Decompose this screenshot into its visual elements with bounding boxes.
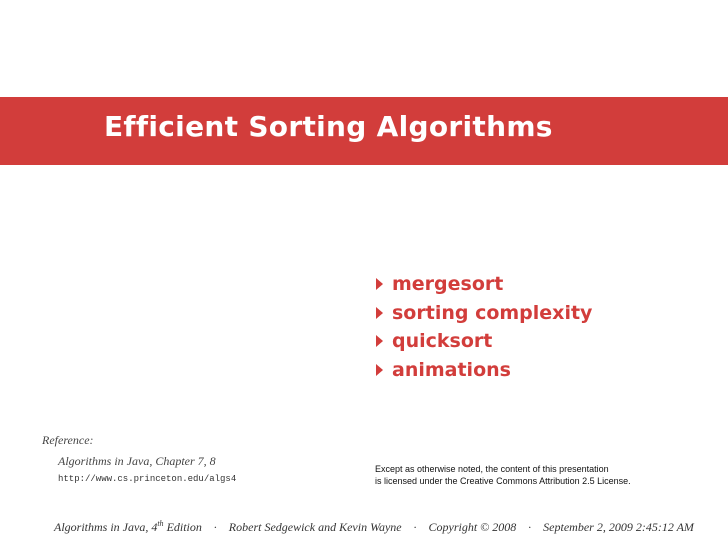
reference-book: Algorithms in Java, Chapter 7, 8 bbox=[58, 454, 216, 468]
license-line: Except as otherwise noted, the content of this presentation bbox=[375, 464, 609, 474]
reference-block bbox=[42, 433, 236, 484]
triangle-bullet-icon bbox=[376, 335, 383, 347]
topic-item bbox=[376, 299, 592, 328]
topic-item bbox=[376, 327, 592, 356]
topic-label: animations bbox=[392, 358, 511, 381]
reference-heading: Reference: bbox=[42, 433, 94, 447]
footer-authors: Robert Sedgewick and Kevin Wayne bbox=[228, 520, 402, 534]
footer-separator: · bbox=[213, 520, 218, 534]
footer-timestamp: September 2, 2009 2:45:12 AM bbox=[543, 520, 694, 534]
topic-list bbox=[376, 270, 592, 384]
reference-url[interactable]: http://www.cs.princeton.edu/algs4 bbox=[58, 474, 237, 484]
topic-label: sorting complexity bbox=[392, 301, 593, 324]
footer-book bbox=[54, 519, 202, 535]
license-notice bbox=[375, 463, 631, 487]
footer-book-suffix: Edition bbox=[163, 520, 202, 534]
topic-label: quicksort bbox=[392, 330, 493, 353]
footer bbox=[54, 519, 694, 535]
footer-book-sup: th bbox=[157, 519, 164, 528]
footer-copyright: Copyright © 2008 bbox=[428, 520, 517, 534]
triangle-bullet-icon bbox=[376, 307, 383, 319]
triangle-bullet-icon bbox=[376, 278, 383, 290]
footer-book-prefix: Algorithms in Java, 4 bbox=[54, 520, 158, 534]
license-line: is licensed under the Creative Commons Attribution 2.5 License. bbox=[375, 476, 631, 486]
topic-item bbox=[376, 356, 592, 385]
triangle-bullet-icon bbox=[376, 364, 383, 376]
slide-title: Efficient Sorting Algorithms bbox=[104, 110, 553, 143]
topic-item bbox=[376, 270, 592, 299]
topic-label: mergesort bbox=[392, 273, 504, 296]
footer-separator: · bbox=[527, 520, 532, 534]
footer-separator: · bbox=[413, 520, 418, 534]
title-banner bbox=[0, 97, 728, 165]
